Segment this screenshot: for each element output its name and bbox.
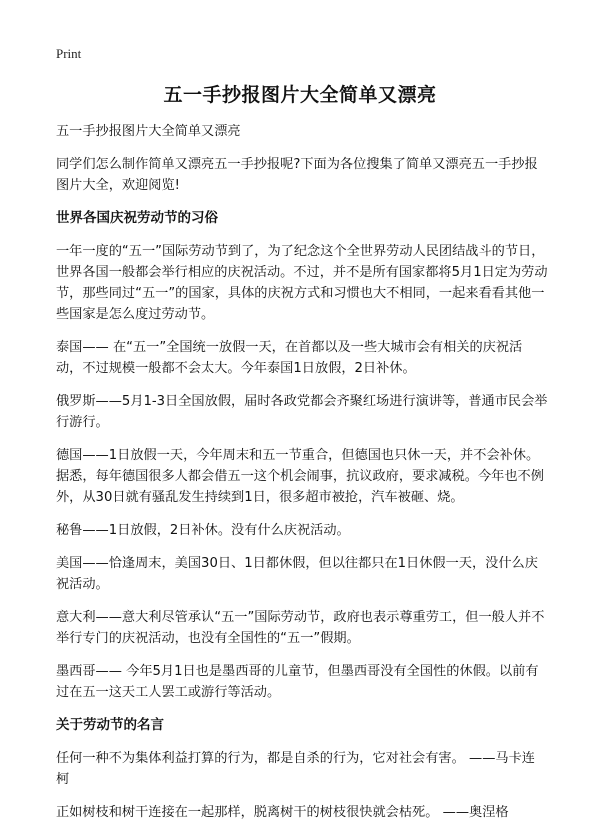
intro-paragraph: 同学们怎么制作简单又漂亮五一手抄报呢?下面为各位搜集了简单又漂亮五一手抄报图片大全，欢迎阅览! — [56, 157, 538, 193]
paragraph-overview: 一年一度的“五一”国际劳动节到了，为了纪念这个全世界劳动人民团结战斗的节日，世界各国一般都会举行相应的庆祝活动。不过，并不是所有国家都将5月1日定为劳动节，那些同过“五一”的国家，具体的庆祝方式和习惯也大不相同，一起来看看其他一些国家是怎么度过劳动节。 — [56, 244, 548, 322]
quote-onegger: 正如树枝和树干连接在一起那样，脱离树干的树枝很快就会枯死。 ——奥涅格 — [56, 805, 509, 820]
paragraph-italy: 意大利——意大利尽管承认“五一”国际劳动节，政府也表示尊重劳工，但一般人并不举行专门的庆祝活动，也没有全国性的“五一”假期。 — [56, 610, 545, 646]
paragraph-russia: 俄罗斯——5月1-3日全国放假，届时各政党都会齐聚红场进行演讲等，普通市民会举行游行。 — [56, 394, 548, 430]
article-subtitle: 五一手抄报图片大全简单又漂亮 — [56, 124, 241, 139]
section-heading-quotes: 关于劳动节的名言 — [56, 717, 164, 733]
paragraph-thailand: 泰国—— 在“五一”全国统一放假一天，在首都以及一些大城市会有相关的庆祝活动，不过规模一般都不会太大。今年泰国1日放假，2日补休。 — [56, 340, 523, 376]
paragraph-germany: 德国——1日放假一天，今年周末和五一节重合，但德国也只休一天，并不会补休。据悉，每年德国很多人都会借五一这个机会闹事，抗议政府，要求减税。今年也不例外，从30日就有骚乱发生持续到1日，很多超市被抢，汽车被砸、烧。 — [56, 448, 544, 505]
paragraph-usa: 美国——恰逢周末，美国30日、1日都休假，但以往都只在1日休假一天，没什么庆祝活动。 — [56, 556, 538, 592]
paragraph-mexico: 墨西哥—— 今年5月1日也是墨西哥的儿童节，但墨西哥没有全国性的休假。以前有过在五一这天工人罢工或游行等活动。 — [56, 664, 539, 700]
print-link[interactable]: Print — [56, 46, 82, 61]
page-title: 五一手抄报图片大全简单又漂亮 — [163, 84, 437, 106]
quote-makarenko: 任何一种不为集体利益打算的行为，都是自杀的行为，它对社会有害。 ——马卡连柯 — [56, 751, 535, 787]
paragraph-peru: 秘鲁——1日放假，2日补休。没有什么庆祝活动。 — [56, 523, 350, 538]
section-heading-customs: 世界各国庆祝劳动节的习俗 — [56, 210, 218, 226]
article-body — [56, 121, 548, 835]
